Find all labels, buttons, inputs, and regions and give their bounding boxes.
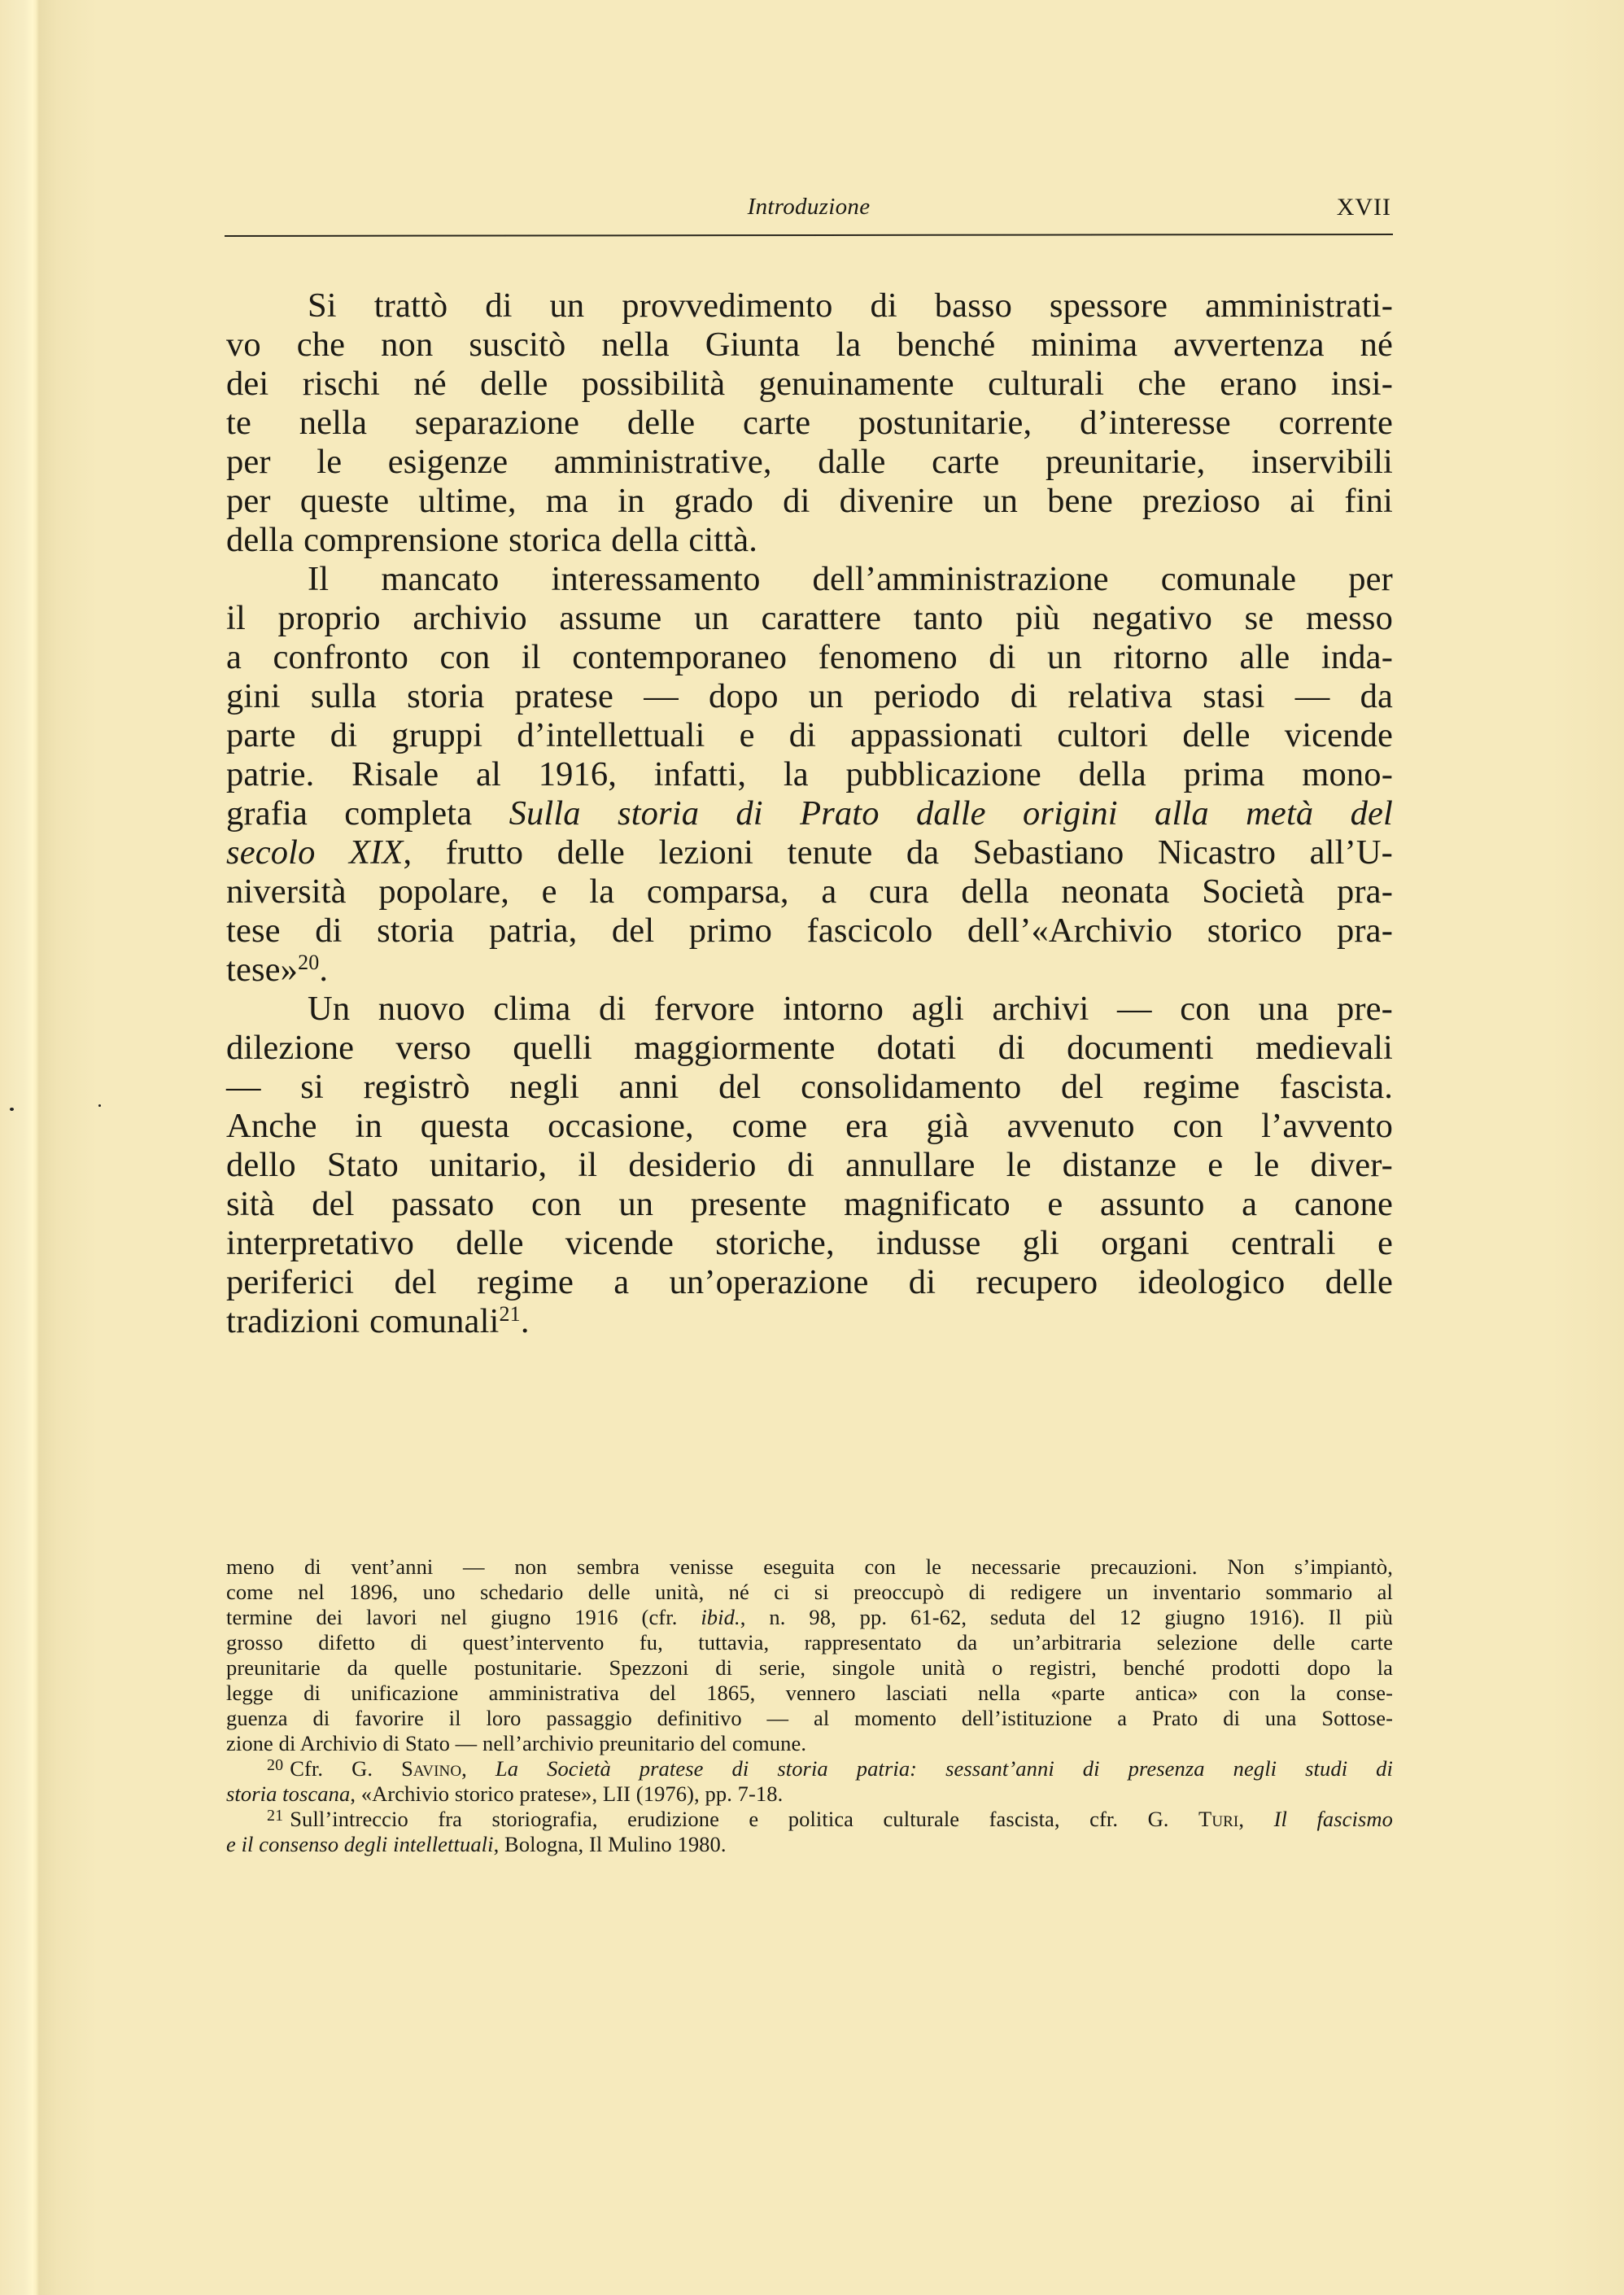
footnote-line — [226, 1756, 1393, 1781]
footnote-number: 20 — [267, 1756, 284, 1774]
text-segment: . — [520, 1302, 530, 1340]
text-line: per le esigenze amministrative, dalle carte preunitarie, inservibili — [226, 443, 1393, 481]
footnote-line — [226, 1807, 1393, 1832]
running-head-title: Introduzione — [747, 194, 871, 220]
footnote-number: 21 — [267, 1807, 284, 1825]
footnote-line: grosso difetto di quest’intervento fu, tuttavia, rappresentato da un’arbitraria selezione delle carte — [226, 1630, 1393, 1655]
author-name: Savino — [401, 1756, 462, 1781]
paragraph-1 — [226, 286, 1393, 560]
text-line: niversità popolare, e la comparsa, a cura della neonata Società pra- — [226, 872, 1393, 911]
text-line: gini sulla storia pratese — dopo un periodo di relativa stasi — da — [226, 677, 1393, 715]
text-segment: , n. 98, pp. 61-62, seduta del 12 giugno 1916). Il più — [740, 1605, 1393, 1629]
footnote-line: come nel 1896, uno schedario delle unità, né ci si preoccupò di redigere un inventario sommario al — [226, 1580, 1393, 1604]
book-title: secolo XIX — [226, 833, 404, 872]
footnote-line: meno di vent’anni — non sembra venisse eseguita con le necessarie precauzioni. Non s’impiantò, — [226, 1554, 1393, 1579]
footnote-20 — [226, 1756, 1393, 1807]
text-segment: termine dei lavori nel giugno 1916 (cfr. — [226, 1605, 701, 1629]
text-line: a confronto con il contemporaneo fenomeno di un ritorno alle inda- — [226, 638, 1393, 676]
ibid-abbrev: ibid. — [701, 1605, 740, 1629]
footnote-line: legge di unificazione amministrativa del 1865, vennero lasciati nella «parte antica» con la conse- — [226, 1681, 1393, 1705]
text-line: interpretativo delle vicende storiche, indusse gli organi centrali e — [226, 1224, 1393, 1262]
text-line: dello Stato unitario, il desiderio di annullare le distanze e le diver- — [226, 1146, 1393, 1184]
text-line — [226, 951, 1393, 990]
text-segment: Sull’intreccio fra storiografia, erudizione e politica culturale fascista, cfr. G. — [290, 1807, 1199, 1831]
text-segment: tese» — [226, 951, 299, 989]
running-head — [225, 194, 1393, 226]
text-line: — si registrò negli anni del consolidamento del regime fascista. — [226, 1068, 1393, 1106]
book-title: Sulla storia di Prato dalle origini alla metà del — [509, 794, 1393, 833]
footnote-continuation — [226, 1554, 1393, 1756]
text-segment: tradizioni comunali — [226, 1302, 500, 1340]
text-line — [226, 1302, 1393, 1341]
paragraph-3 — [226, 990, 1393, 1341]
author-name: Turi — [1198, 1807, 1239, 1831]
text-line: della comprensione storica della città. — [226, 521, 757, 559]
text-line: parte di gruppi d’intellettuali e di appassionati cultori delle vicende — [226, 716, 1393, 754]
footnote-21 — [226, 1807, 1393, 1857]
text-segment: , Bologna, Il Mulino 1980. — [493, 1832, 727, 1856]
footnote-line: guenza di favorire il loro passaggio definitivo — al momento dell’istituzione a Prato di una Sottose- — [226, 1706, 1393, 1730]
book-title: La Società pratese di storia patria: sessant’anni di presenza negli studi di — [495, 1756, 1393, 1781]
text-segment: grafia completa — [226, 794, 509, 833]
text-line: Un nuovo clima di fervore intorno agli archivi — con una pre- — [308, 990, 1393, 1028]
text-segment: Cfr. G. — [290, 1756, 402, 1781]
text-line — [226, 833, 1393, 872]
text-segment: , frutto delle lezioni tenute da Sebastiano Nicastro all’U- — [403, 833, 1393, 872]
footnote-ref-20[interactable]: 20 — [298, 951, 320, 974]
book-title: Il fascismo — [1273, 1807, 1393, 1831]
text-segment: , — [1238, 1807, 1274, 1831]
footnotes — [226, 1554, 1393, 1857]
text-line: sità del passato con un presente magnificato e assunto a canone — [226, 1185, 1393, 1223]
text-line: Il mancato interessamento dell’amministrazione comunale per — [308, 560, 1393, 598]
text-segment: , — [461, 1756, 495, 1781]
book-title: e il consenso degli intellettuali — [226, 1832, 494, 1856]
text-segment: , «Archivio storico pratese», LII (1976), pp. 7-18. — [350, 1781, 784, 1806]
text-line: per queste ultime, ma in grado di divenire un bene prezioso ai fini — [226, 482, 1393, 520]
text-line: dei rischi né delle possibilità genuinamente culturali che erano insi- — [226, 365, 1393, 403]
page-number: XVII — [1336, 194, 1391, 221]
text-line: patrie. Risale al 1916, infatti, la pubblicazione della prima mono- — [226, 755, 1393, 793]
text-line — [226, 794, 1393, 833]
text-line: dilezione verso quelli maggiormente dotati di documenti medievali — [226, 1029, 1393, 1067]
footnote-ref-21[interactable]: 21 — [499, 1302, 521, 1326]
text-segment: . — [319, 951, 329, 989]
text-line: vo che non suscitò nella Giunta la benché minima avvertenza né — [226, 326, 1393, 364]
paragraph-2 — [226, 560, 1393, 990]
footnote-line — [226, 1832, 1393, 1857]
text-line: Anche in questa occasione, come era già avvenuto con l’avvento — [226, 1107, 1393, 1145]
text-line: Si trattò di un provvedimento di basso spessore amministrati- — [308, 286, 1393, 325]
book-title: storia toscana — [226, 1781, 351, 1806]
footnote-line — [226, 1605, 1393, 1630]
footnote-line: zione di Archivio di Stato — nell’archivio preunitario del comune. — [226, 1731, 807, 1755]
text-line: periferici del regime a un’operazione di recupero ideologico delle — [226, 1263, 1393, 1301]
footnote-line: preunitarie da quelle postunitarie. Spezzoni di serie, singole unità o registri, benché prodotti dopo la — [226, 1655, 1393, 1680]
text-line: te nella separazione delle carte postunitarie, d’interesse corrente — [226, 404, 1393, 442]
text-line: tese di storia patria, del primo fascicolo dell’«Archivio storico pra- — [226, 911, 1393, 950]
body-text — [226, 286, 1393, 1341]
paper-speck — [10, 1108, 14, 1111]
text-line: il proprio archivio assume un carattere tanto più negativo se messo — [226, 599, 1393, 637]
footnote-line — [226, 1781, 1393, 1807]
paper-speck — [98, 1104, 101, 1107]
